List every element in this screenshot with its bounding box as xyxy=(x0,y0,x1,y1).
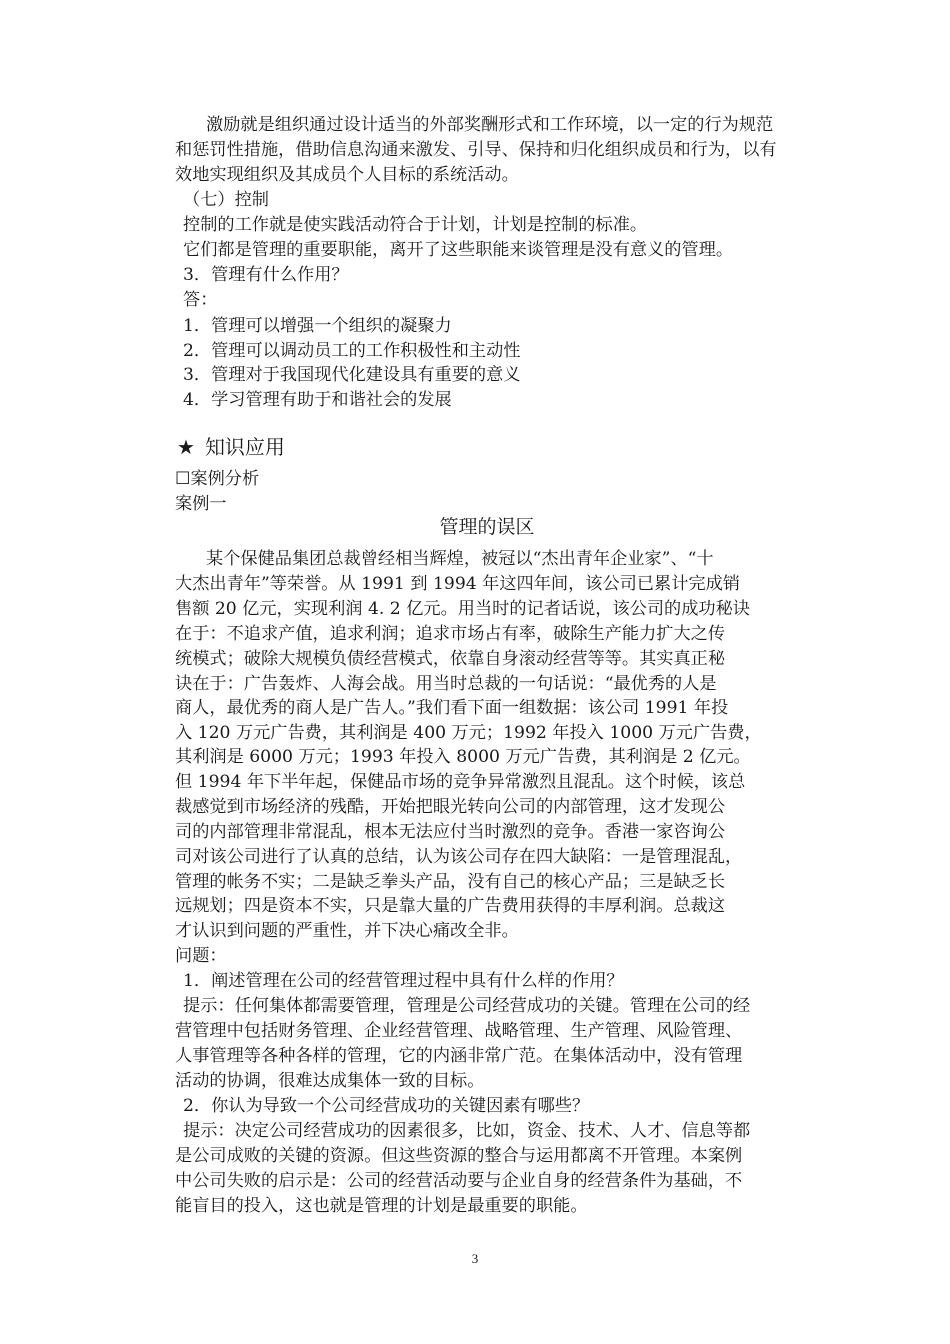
hint-line: 是公司成败的关键的资源。但这些资源的整合与运用都离不开管理。本案例 xyxy=(175,1146,743,1166)
question-line: 3．管理有什么作用？ xyxy=(183,265,349,285)
case-line: 售额 20 亿元，实现利润 4. 2 亿元。用当时的记者话说，该公司的成功秘诀 xyxy=(175,599,750,619)
answer-label: 答： xyxy=(183,290,218,310)
case-line: 司对该公司进行了认真的总结，认为该公司存在四大缺陷：一是管理混乱， xyxy=(175,847,743,867)
checkbox-icon: ☐ xyxy=(175,469,191,489)
hint-line: 能盲目的投入，这也就是管理的计划是最重要的职能。 xyxy=(175,1196,588,1216)
questions-label: 问题： xyxy=(175,946,227,966)
paragraph-line: 效地实现组织及其成员个人目标的系统活动。 xyxy=(175,165,519,185)
paragraph-line: 和惩罚性措施，借助信息沟通来激发、引导、保持和归化组织成员和行为，以有 xyxy=(175,140,777,160)
case-analysis-text: 案例分析 xyxy=(190,469,260,489)
page-number: 3 xyxy=(471,1251,479,1266)
hint-line: 提示：任何集体都需要管理，管理是公司经营成功的关键。管理在公司的经 xyxy=(183,996,751,1016)
hint-line: 活动的协调，很难达成集体一致的目标。 xyxy=(175,1071,485,1091)
answer-item: 1．管理可以增强一个组织的凝聚力 xyxy=(183,316,452,336)
section-heading-control: （七）控制 xyxy=(183,190,269,210)
case-line: 其利润是 6000 万元；1993 年投入 8000 万元广告费，其利润是 2 亿元。 xyxy=(175,747,751,767)
question-line: 2．你认为导致一个公司经营成功的关键因素有哪些？ xyxy=(183,1096,590,1116)
case-line: 商人，最优秀的商人是广告人。”我们看下面一组数据：该公司 1991 年投 xyxy=(175,698,729,718)
case-title: 管理的误区 xyxy=(439,516,535,538)
case-line: 大杰出青年”等荣誉。从 1991 到 1994 年这四年间，该公司已累计完成销 xyxy=(175,574,740,594)
hint-line: 人事管理等各种各样的管理，它的内涵非常广范。在集体活动中，没有管理 xyxy=(175,1046,743,1066)
answer-item: 4．学习管理有助于和谐社会的发展 xyxy=(183,390,452,410)
knowledge-application-heading xyxy=(177,434,285,460)
case-line: 司的内部管理非常混乱，根本无法应付当时激烈的竞争。香港一家咨询公 xyxy=(175,822,726,842)
case-line: 诀在于：广告轰炸、人海会战。用当时总裁的一句话说：“最优秀的人是 xyxy=(175,674,717,694)
case-line: 在于：不追求产值，追求利润；追求市场占有率，破除生产能力扩大之传 xyxy=(175,624,726,644)
case-line: 才认识到问题的严重性，并下决心痛改全非。 xyxy=(175,921,519,941)
case-line: 统模式；破除大规模负债经营模式，依靠自身滚动经营等等。其实真正秘 xyxy=(175,649,726,669)
hint-line: 提示：决定公司经营成功的因素很多，比如，资金、技术、人才、信息等都 xyxy=(183,1121,751,1141)
case-number-label: 案例一 xyxy=(175,494,227,514)
case-line: 裁感觉到市场经济的残酷，开始把眼光转向公司的内部管理，这才发现公 xyxy=(175,797,726,817)
paragraph-line: 激励就是组织通过设计适当的外部奖酬形式和工作环境，以一定的行为规范 xyxy=(206,115,774,135)
answer-item: 2．管理可以调动员工的工作积极性和主动性 xyxy=(183,341,521,361)
case-line: 远规划；四是资本不实，只是靠大量的广告费用获得的丰厚利润。总裁这 xyxy=(175,896,726,916)
paragraph-line: 控制的工作就是使实践活动符合于计划，计划是控制的标准。 xyxy=(183,215,648,235)
case-line: 但 1994 年下半年起，保健品市场的竞争异常激烈且混乱。这个时候，该总 xyxy=(175,772,746,792)
star-icon: ★ xyxy=(177,435,195,459)
paragraph-line: 它们都是管理的重要职能，离开了这些职能来谈管理是没有意义的管理。 xyxy=(183,240,734,260)
question-line: 1．阐述管理在公司的经营管理过程中具有什么样的作用？ xyxy=(183,971,624,991)
heading-text: 知识应用 xyxy=(204,435,285,459)
case-line: 管理的帐务不实；二是缺乏拳头产品，没有自己的核心产品；三是缺乏长 xyxy=(175,872,726,892)
hint-line: 中公司失败的启示是：公司的经营活动要与企业自身的经营条件为基础，不 xyxy=(175,1171,743,1191)
case-line: 入 120 万元广告费，其利润是 400 万元；1992 年投入 1000 万元广告费， xyxy=(175,723,762,743)
answer-item: 3．管理对于我国现代化建设具有重要的意义 xyxy=(183,365,521,385)
case-analysis-label xyxy=(175,467,815,491)
case-line: 某个保健品集团总裁曾经相当辉煌，被冠以“杰出青年企业家”、“十 xyxy=(206,549,714,569)
hint-line: 营管理中包括财务管理、企业经营管理、战略管理、生产管理、风险管理、 xyxy=(175,1021,743,1041)
